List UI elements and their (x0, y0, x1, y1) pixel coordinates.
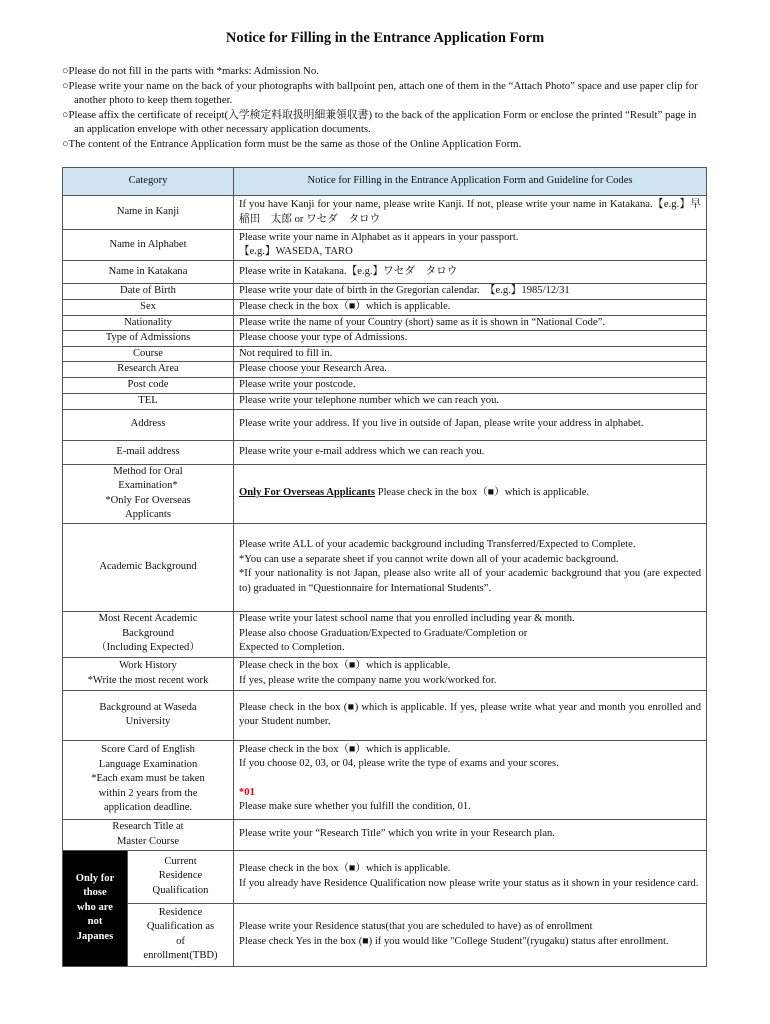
footnote-marker: *01 (239, 786, 255, 798)
table-row (63, 377, 707, 393)
row-category (63, 611, 234, 657)
cat-line: Score Card of English (101, 744, 195, 756)
row-category: Nationality (63, 315, 234, 331)
table-row (63, 903, 707, 966)
row-category (63, 464, 234, 523)
table-row (63, 196, 707, 230)
cat-line: Work History (119, 660, 177, 671)
cat-line: within 2 years from the (98, 787, 198, 799)
cat-line: Most Recent Academic (98, 613, 198, 625)
table-row (63, 409, 707, 440)
desc-line: *You can use a separate sheet if you cannot write down all of your academic background. (239, 553, 619, 565)
label-line: Only for (75, 872, 115, 884)
cat-line: of (176, 935, 185, 947)
note-item: ○Please do not fill in the parts with *marks: Admission No. (62, 65, 319, 77)
desc-line: *If your nationality is not Japan, please also write all of your academic background that you (are expected to) graduated in “Questionnaire for International Students”. (239, 568, 701, 594)
cat-line: Language Examination (98, 758, 198, 770)
table-row (63, 611, 707, 657)
row-category: Post code (63, 377, 234, 393)
row-description (234, 850, 707, 903)
guideline-table (62, 167, 707, 967)
row-category (63, 690, 234, 740)
cat-line: （Including Expected） (96, 642, 200, 654)
note-item: ○Please write your name on the back of your photographs with ballpoint pen, attach one of them in the “Attach Photo” space and use paper clip for another photo to keep them together. (62, 79, 698, 107)
row-description: Please write in Katakana.【e.g.】ワセダ タロウ (234, 261, 707, 284)
desc-line: Expected to Completion. (239, 642, 345, 654)
desc-line: If yes, please write the company name you work/worked for. (239, 674, 497, 686)
desc-line: Please write ALL of your academic background including Transferred/Expected to Complete. (239, 539, 636, 550)
row-description (234, 903, 707, 966)
row-description: Please check in the box (■) which is applicable. If yes, please write what year and month you enrolled and your Student number. (234, 690, 707, 740)
cat-line: Residence (158, 870, 203, 882)
cat-line: Applicants (125, 509, 171, 520)
note-item: ○Please affix the certificate of receipt(入学検定料取扱明細兼領収書) to the back of the application Form or enclose the printed “Result” page in an application envelope with other necessary application documents. (62, 108, 697, 136)
table-row (63, 230, 707, 261)
header-notice: Notice for Filling in the Entrance Application Form and Guideline for Codes (234, 168, 707, 196)
row-description (234, 523, 707, 611)
desc-line: Please also choose Graduation/Expected to Graduate/Completion or (239, 627, 528, 639)
cat-line: Research Title at (112, 821, 184, 832)
table-row (63, 261, 707, 284)
row-description: Please write your e-mail address which we can reach you. (234, 440, 707, 464)
table-row (63, 464, 707, 523)
row-category: Research Area (63, 362, 234, 378)
row-description (234, 230, 707, 261)
cat-line: Background (122, 627, 174, 639)
header-category: Category (63, 168, 234, 196)
table-row (63, 657, 707, 690)
row-description (234, 464, 707, 523)
table-row (63, 300, 707, 316)
table-header-row (63, 168, 707, 196)
row-category (63, 657, 234, 690)
label-line: those (83, 887, 107, 899)
overseas-applicants-label: Only For Overseas Applicants (239, 487, 376, 499)
row-description: Please write your postcode. (234, 377, 707, 393)
table-row (63, 331, 707, 347)
row-category (128, 850, 234, 903)
row-description: Please write the name of your Country (short) same as it is shown in “National Code”. (234, 315, 707, 331)
row-description (234, 657, 707, 690)
desc-text: Please check in the box（■）which is applicable. (375, 487, 590, 499)
row-category: Date of Birth (63, 284, 234, 300)
desc-line: Please check Yes in the box (■) if you would like "College Student"(ryugaku) status after enrollment. (239, 935, 669, 947)
desc-line: Please make sure whether you fulfill the condition, 01. (239, 801, 471, 812)
cat-line: Background at Waseda (99, 701, 197, 713)
row-category (63, 819, 234, 850)
cat-line: *Each exam must be taken (91, 773, 205, 785)
note-item: ○The content of the Entrance Application form must be the same as those of the Online Application Form. (62, 137, 522, 150)
row-description: If you have Kanji for your name, please write Kanji. If not, please write your name in Katakana.【e.g.】早稲田 太郎 or ワセダ タロウ (234, 196, 707, 230)
desc-line: If you choose 02, 03, or 04, please write the type of exams and your scores. (239, 758, 559, 769)
desc-line: Please check in the box（■）which is applicable. (239, 743, 451, 755)
row-category: Sex (63, 300, 234, 316)
row-category (128, 903, 234, 966)
row-description: Please write your address. If you live in outside of Japan, please write your address in alphabet. (234, 409, 707, 440)
row-description: Please write your telephone number which we can reach you. (234, 393, 707, 409)
table-row (63, 393, 707, 409)
row-description (234, 611, 707, 657)
cat-line: *Write the most recent work (87, 674, 209, 686)
cat-line: application deadline. (103, 802, 193, 814)
row-category: Name in Katakana (63, 261, 234, 284)
row-category: TEL (63, 393, 234, 409)
label-line: who are (77, 901, 113, 913)
desc-line: Please write your latest school name that you enrolled including year & month. (239, 613, 575, 625)
row-category: Course (63, 346, 234, 362)
table-row (63, 440, 707, 464)
cat-line: Master Course (116, 835, 180, 847)
table-row (63, 850, 707, 903)
cat-line: Qualification as (146, 921, 215, 932)
table-row (63, 740, 707, 819)
table-row (63, 346, 707, 362)
table-row (63, 690, 707, 740)
row-description: Not required to fill in. (234, 346, 707, 362)
row-description: Please check in the box（■）which is applicable. (234, 300, 707, 316)
cat-line: Current (164, 855, 197, 867)
row-description (234, 740, 707, 819)
row-category: Type of Admissions (63, 331, 234, 347)
desc-line: Please write your Residence status(that you are scheduled to have) as of enrollment (239, 921, 593, 932)
cat-line: University (125, 716, 171, 727)
label-line: Japanes (76, 930, 114, 942)
row-category: Name in Alphabet (63, 230, 234, 261)
desc-line: If you already have Residence Qualification now please write your status as it shown in your residence card. (239, 877, 699, 889)
cat-line: *Only For Overseas (105, 494, 191, 506)
row-description: Please choose your type of Admissions. (234, 331, 707, 347)
table-row (63, 523, 707, 611)
cat-line: Qualification (152, 884, 209, 896)
table-row (63, 315, 707, 331)
cat-line: Examination* (118, 480, 178, 491)
row-description: Please write your “Research Title” which you write in your Research plan. (234, 819, 707, 850)
row-category: Address (63, 409, 234, 440)
row-category: Name in Kanji (63, 196, 234, 230)
desc-line: Please check in the box（■）which is applicable. (239, 660, 451, 671)
row-category: Academic Background (63, 523, 234, 611)
desc-line: Please write your name in Alphabet as it appears in your passport. (239, 231, 519, 243)
table-row (63, 284, 707, 300)
row-category: E-mail address (63, 440, 234, 464)
table-row (63, 819, 707, 850)
cat-line: enrollment(TBD) (143, 950, 218, 961)
table-row (63, 362, 707, 378)
non-japanese-label (63, 850, 128, 966)
row-description: Please choose your Research Area. (234, 362, 707, 378)
desc-line: Please check in the box（■）which is applicable. (239, 863, 451, 874)
cat-line: Residence (158, 906, 203, 918)
row-description: Please write your date of birth in the Gregorian calendar. 【e.g.】1985/12/31 (234, 284, 707, 300)
label-line: not (87, 916, 103, 928)
instruction-notes (62, 64, 702, 152)
row-category (63, 740, 234, 819)
cat-line: Method for Oral (113, 465, 183, 477)
page-title: Notice for Filling in the Entrance Application Form (225, 30, 545, 46)
desc-line: 【e.g.】WASEDA, TARO (239, 246, 353, 257)
